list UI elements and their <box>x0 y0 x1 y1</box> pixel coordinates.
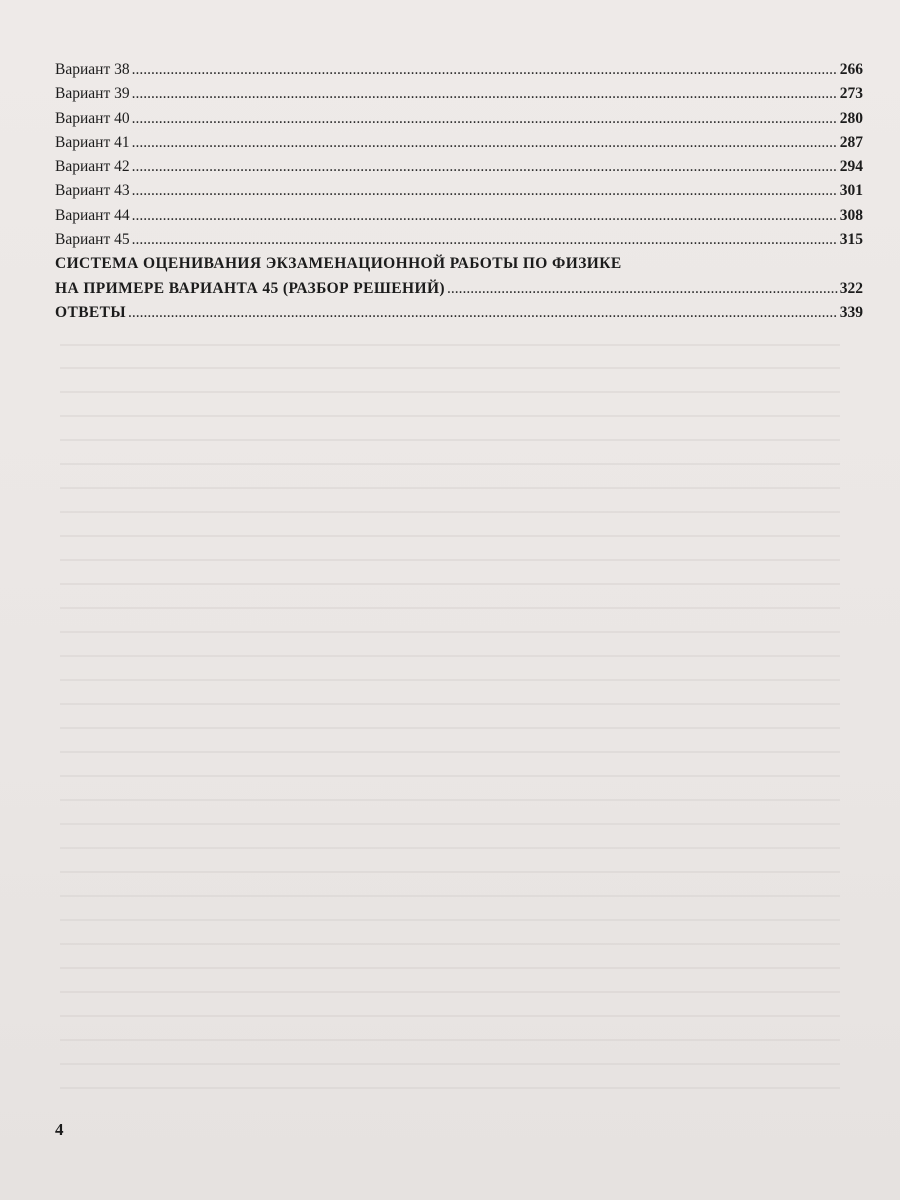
answers-page: 339 <box>839 303 863 321</box>
toc-leader-dots <box>132 155 838 179</box>
toc-entry <box>55 58 863 82</box>
toc-entry-label: Вариант 43 <box>55 182 130 200</box>
toc-entry-page: 315 <box>839 231 863 249</box>
toc-entry-page: 273 <box>839 85 863 103</box>
toc-leader-dots <box>132 107 838 131</box>
toc-leader-dots <box>447 277 838 301</box>
page-number: 4 <box>55 1120 64 1139</box>
toc-entry-label: Вариант 39 <box>55 85 130 103</box>
section-page: 322 <box>839 279 863 297</box>
toc-entry <box>55 179 863 203</box>
toc-leader-dots <box>132 58 838 82</box>
toc-entry-label: Вариант 40 <box>55 109 130 127</box>
toc-entry-label: Вариант 45 <box>55 231 130 249</box>
toc-entry <box>55 228 863 252</box>
toc-entry-page: 308 <box>839 206 863 224</box>
toc-entry-page: 301 <box>839 182 863 200</box>
toc-leader-dots <box>132 204 838 228</box>
toc-entry <box>55 107 863 131</box>
toc-entry <box>55 155 863 179</box>
section-heading-line1: СИСТЕМА ОЦЕНИВАНИЯ ЭКЗАМЕНАЦИОННОЙ РАБОТЫ ПО ФИЗИКЕ <box>55 255 622 273</box>
answers-label: ОТВЕТЫ <box>55 303 127 321</box>
toc-entry-page: 280 <box>839 109 863 127</box>
toc-entry-page: 287 <box>839 133 863 151</box>
toc-entry <box>55 131 863 155</box>
toc-section-entry <box>55 277 863 301</box>
toc-entry-label: Вариант 38 <box>55 61 130 78</box>
toc-entry-label: Вариант 42 <box>55 158 130 176</box>
toc-entry <box>55 82 863 106</box>
toc-answers-entry <box>55 301 863 325</box>
toc-leader-dots <box>132 82 838 106</box>
toc-entry <box>55 204 863 228</box>
toc-entry-label: Вариант 41 <box>55 133 130 151</box>
toc-entry-page: 266 <box>839 61 863 78</box>
toc-entry-page: 294 <box>839 158 863 176</box>
toc-entry-label: Вариант 44 <box>55 206 130 224</box>
toc-leader-dots <box>132 228 838 252</box>
toc-leader-dots <box>128 301 838 325</box>
toc-leader-dots <box>132 179 838 203</box>
table-of-contents <box>55 58 863 325</box>
section-heading-line2: НА ПРИМЕРЕ ВАРИАНТА 45 (РАЗБОР РЕШЕНИЙ) <box>55 279 445 297</box>
toc-leader-dots <box>132 131 838 155</box>
